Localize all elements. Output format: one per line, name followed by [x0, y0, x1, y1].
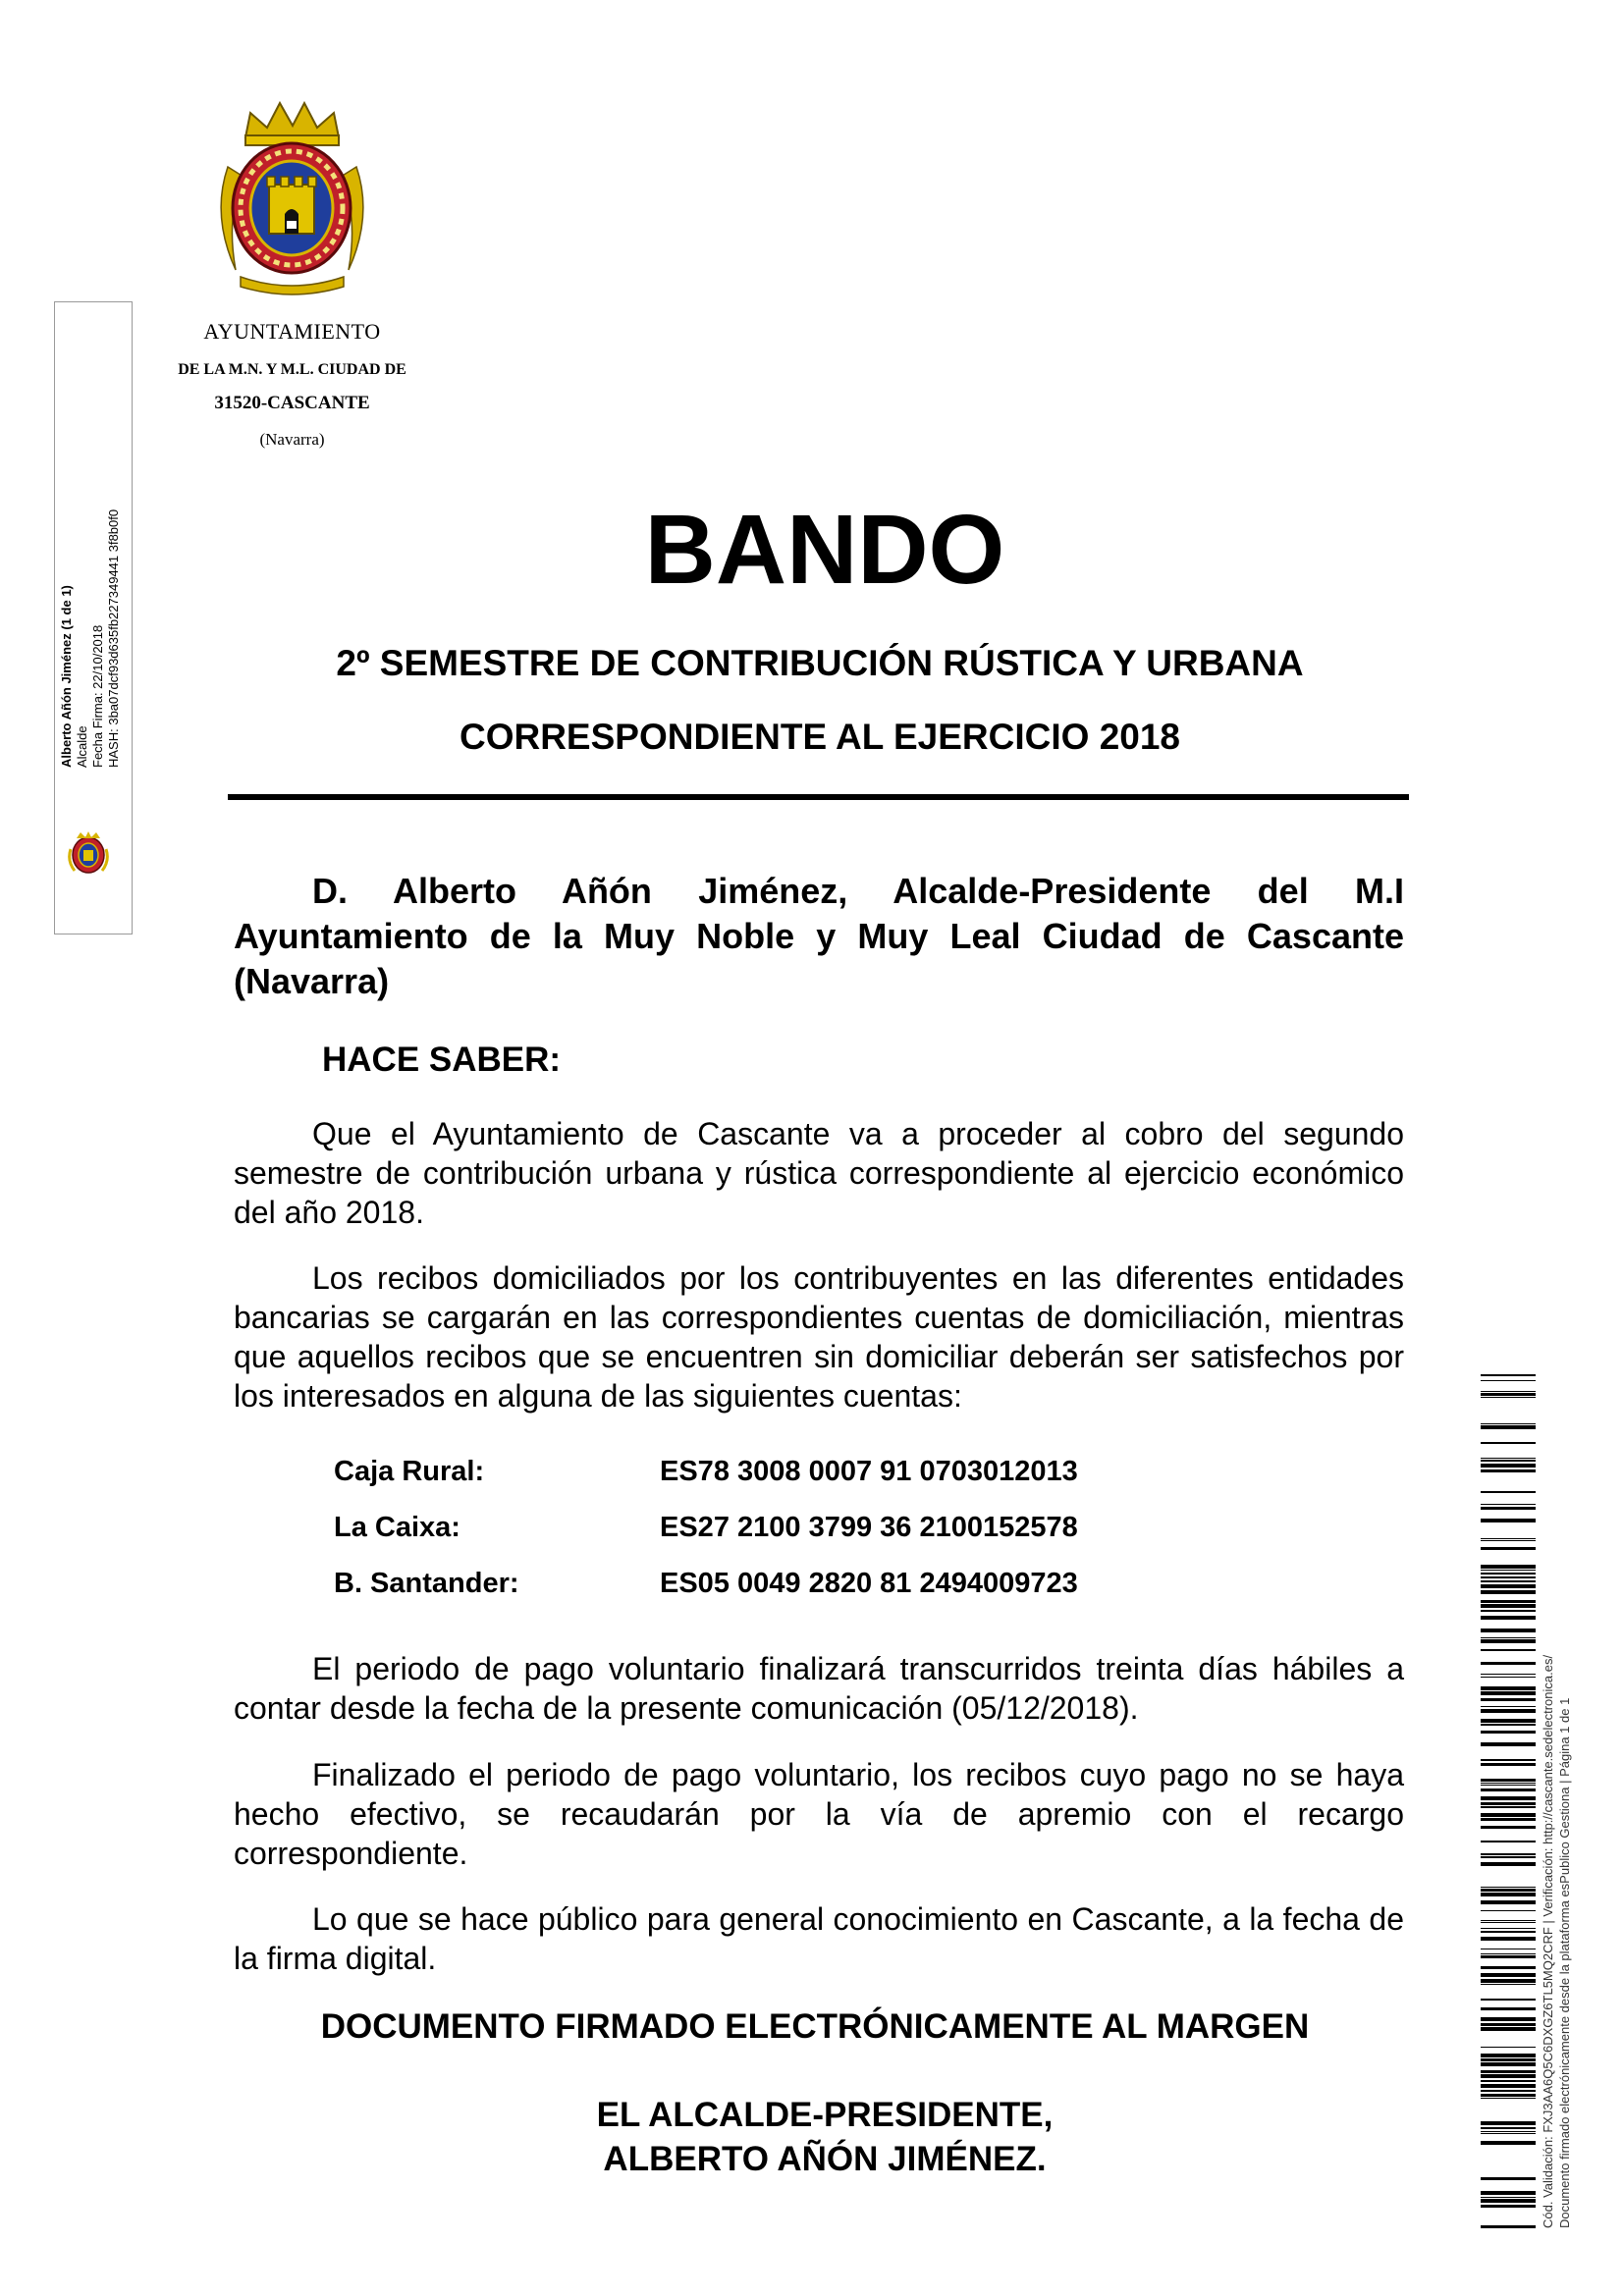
signer-name: ALBERTO AÑÓN JIMÉNEZ. — [603, 2140, 1047, 2178]
verification-footer — [1540, 1414, 1589, 2228]
header-ayuntamiento: AYUNTAMIENTO — [203, 319, 381, 344]
account-bank-label: Caja Rural: — [334, 1456, 485, 1487]
header-region: (Navarra) — [259, 430, 325, 449]
small-crest-icon — [67, 829, 110, 877]
account-iban: ES05 0049 2820 81 2494009723 — [660, 1568, 1078, 1599]
signature-role: Alcalde — [75, 725, 89, 768]
paragraph-enforcement: Finalizado el periodo de pago voluntario, los recibos cuyo pago no se haya hecho efectivo, se recaudarán por la vía de apremio con el recargo correspondiente. — [234, 1757, 1404, 1871]
header-postal-city: 31520-CASCANTE — [214, 393, 370, 413]
signer-role: EL ALCALDE-PRESIDENTE, — [596, 2096, 1054, 2134]
title-divider — [228, 794, 1409, 800]
paragraph-collection-notice: Que el Ayuntamiento de Cascante va a proceder al cobro del segundo semestre de contribución urbana y rústica correspondiente al ejercicio económico del año 2018. — [234, 1116, 1404, 1230]
paragraph-payment-period: El periodo de pago voluntario finalizará transcurridos treinta días hábiles a contar desde la fecha de la presente comunicación (05/12/2018). — [234, 1651, 1404, 1726]
paragraph-direct-debit: Los recibos domiciliados por los contribuyentes en las diferentes entidades bancarias se cargarán en las correspondientes cuentas de domiciliación, mientras que aquellos recibos que se encuentren sin domiciliar deberán ser satisfechos por los interesados en alguna de las siguientes cuentas: — [234, 1260, 1404, 1414]
intro-paragraph: D. Alberto Añón Jiménez, Alcalde-Presidente del M.I Ayuntamiento de la Muy Noble y Muy Leal Ciudad de Cascante (Navarra) — [234, 871, 1404, 1001]
header-city-title: DE LA M.N. Y M.L. CIUDAD DE — [178, 361, 406, 378]
paragraph-public-notice: Lo que se hace público para general conocimiento en Cascante, a la fecha de la firma digital. — [234, 1901, 1404, 1976]
verification-platform-line: Documento firmado electrónicamente desde la plataforma esPublico Gestiona | Página 1 de 1 — [1557, 1697, 1572, 2228]
account-iban: ES27 2100 3799 36 2100152578 — [660, 1512, 1078, 1543]
subtitle-line-2: CORRESPONDIENTE AL EJERCICIO 2018 — [459, 717, 1181, 757]
barcode-image — [1481, 1374, 1536, 2228]
coat-of-arms-logo — [206, 98, 378, 304]
signature-hash: HASH: 3ba07dcf93d635fb227349441 3f8b0f0 — [106, 508, 121, 768]
signed-electronically-note: DOCUMENTO FIRMADO ELECTRÓNICAMENTE AL MARGEN — [320, 2007, 1310, 2046]
signature-date: Fecha Firma: 22/10/2018 — [90, 624, 105, 768]
account-bank-label: B. Santander: — [334, 1568, 519, 1599]
account-bank-label: La Caixa: — [334, 1512, 460, 1543]
signature-signer: Alberto Añón Jiménez (1 de 1) — [59, 585, 74, 768]
account-iban: ES78 3008 0007 91 0703012013 — [660, 1456, 1078, 1487]
signature-margin-text — [59, 316, 137, 768]
hace-saber-heading: HACE SABER: — [322, 1041, 562, 1079]
document-title: BANDO — [644, 495, 1005, 605]
verification-code-line: Cód. Validación: FXJ3AA6Q5C6DXGZ6TL5MQ2CRF | Verificación: http://cascante.sedelectronica.es/ — [1541, 1654, 1555, 2228]
subtitle-line-1: 2º SEMESTRE DE CONTRIBUCIÓN RÚSTICA Y URBANA — [336, 643, 1304, 683]
